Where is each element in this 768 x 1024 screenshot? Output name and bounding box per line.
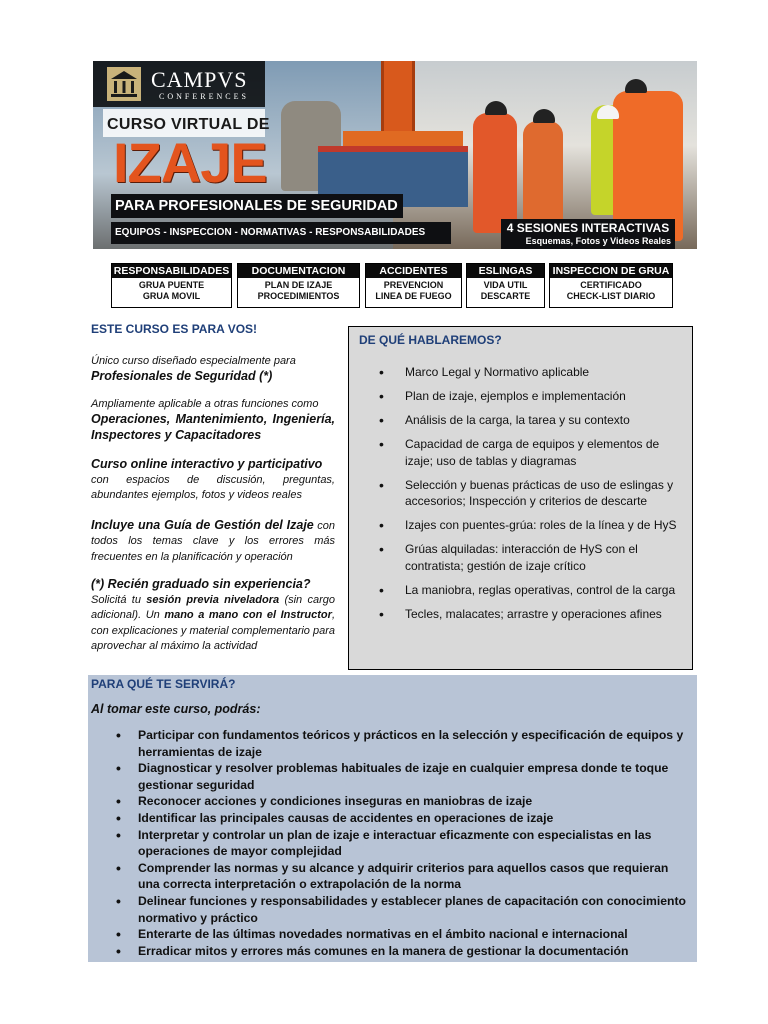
- audience-highlight: Profesionales de Seguridad (*): [91, 369, 273, 383]
- topic-line: PROCEDIMIENTOS: [257, 291, 340, 301]
- topic-heading: INSPECCION DE GRUA: [550, 264, 672, 278]
- topic-box-documentacion: [237, 263, 360, 308]
- graduate-paragraph: [91, 593, 335, 655]
- list-item: • Comprender las normas y su alcance y adquirir criterios para aquellos casos que requieran una correcta interpretación o extrapolación de la norma: [112, 860, 690, 893]
- benefits-box: [88, 675, 697, 962]
- audience-text: PARA PROFESIONALES DE SEGURIDAD: [115, 198, 398, 214]
- topic-heading: ACCIDENTES: [366, 264, 461, 278]
- benefits-heading: PARA QUÉ TE SERVIRÁ?: [91, 677, 236, 691]
- topic-box-accidentes: [365, 263, 462, 308]
- topics-heading: DE QUÉ HABLAREMOS?: [359, 333, 502, 347]
- audience-highlight: Operaciones, Mantenimiento, Ingeniería, Inspectores y Capacitadores: [91, 412, 335, 442]
- course-label: CURSO VIRTUAL DE: [107, 116, 270, 133]
- list-item: • Izajes con puentes-grúa: roles de la línea y de HyS: [379, 517, 679, 534]
- sessions-title: 4 SESIONES INTERACTIVAS: [506, 221, 670, 235]
- topic-line: PREVENCION: [383, 280, 444, 290]
- topic-line: LINEA DE FUEGO: [375, 291, 452, 301]
- sessions-subtitle: Esquemas, Fotos y Videos Reales: [525, 236, 671, 246]
- list-item: • Plan de izaje, ejemplos e implementación: [379, 388, 679, 405]
- graduate-text: (sin cargo adicional). Un: [91, 593, 335, 621]
- column-logo-icon: [107, 67, 141, 101]
- topic-line: GRUA MOVIL: [142, 291, 201, 301]
- audience-text: Único curso diseñado especialmente para: [91, 354, 296, 367]
- list-item: • Capacidad de carga de equipos y elementos de izaje; uso de tablas y diagramas: [379, 436, 679, 469]
- format-highlight: Curso online interactivo y participativo: [91, 457, 323, 471]
- audience-text: Ampliamente aplicable a otras funciones como: [91, 397, 319, 410]
- guide-text: con todos los temas clave y los errores más frecuentes en la planificación y operación: [91, 519, 335, 563]
- guide-highlight: Incluye una Guía de Gestión del Izaje: [91, 517, 314, 532]
- list-item: • Interpretar y controlar un plan de izaje e interactuar eficazmente con especialistas en las operaciones de mayor complejidad: [112, 827, 690, 860]
- topic-line: CERTIFICADO: [580, 280, 642, 290]
- topics-list: [379, 364, 679, 630]
- worker-figure: [523, 121, 563, 231]
- crane-illustration: [381, 61, 415, 141]
- benefits-list: [112, 727, 690, 959]
- topic-box-responsabilidades: [111, 263, 232, 308]
- list-item: • Análisis de la carga, la tarea y su contexto: [379, 412, 679, 429]
- topic-box-inspeccion: [549, 263, 673, 308]
- campvs-logo: [93, 61, 265, 107]
- topic-line: PLAN DE IZAJE: [264, 280, 333, 290]
- topic-line: GRUA PUENTE: [138, 280, 205, 290]
- graduate-bold: sesión previa niveladora: [146, 593, 280, 606]
- topic-heading: ESLINGAS: [467, 264, 544, 278]
- course-banner: [93, 61, 697, 249]
- list-item: • La maniobra, reglas operativas, control de la carga: [379, 582, 679, 599]
- logo-subtitle: CONFERENCES: [159, 92, 249, 101]
- list-item: • Grúas alquiladas: interacción de HyS con el contratista; gestión de izaje crítico: [379, 541, 679, 574]
- topics-strip-text: EQUIPOS - INSPECCION - NORMATIVAS - RESPONSABILIDADES: [115, 227, 426, 238]
- format-text: con espacios de discusión, preguntas, abundantes ejemplos, fotos y videos reales: [91, 473, 335, 501]
- audience-column: [91, 322, 335, 655]
- topics-box: [348, 326, 693, 670]
- topic-box-eslingas: [466, 263, 545, 308]
- topic-line: DESCARTE: [480, 291, 531, 301]
- list-item: • Erradicar mitos y errores más comunes en la manera de gestionar la documentación: [112, 943, 690, 960]
- list-item: • Delinear funciones y responsabilidades y establecer planes de capacitación con conocimiento normativo y práctico: [112, 893, 690, 926]
- benefits-subheading: Al tomar este curso, podrás:: [91, 702, 261, 716]
- list-item: • Selección y buenas prácticas de uso de eslingas y accesorios; Inspección y criterios de descarte: [379, 477, 679, 510]
- list-item: • Participar con fundamentos teóricos y prácticos en la selección y especificación de equipos y herramientas de izaje: [112, 727, 690, 760]
- list-item: • Enterarte de las últimas novedades normativas en el ámbito nacional e internacional: [112, 926, 690, 943]
- list-item: • Tecles, malacates; arrastre y operaciones afines: [379, 606, 679, 623]
- sessions-badge: [501, 219, 675, 249]
- list-item: • Marco Legal y Normativo aplicable: [379, 364, 679, 381]
- list-item: • Diagnosticar y resolver problemas habituales de izaje en cualquier empresa donde te toque gestionar seguridad: [112, 760, 690, 793]
- worker-figure: [473, 113, 517, 233]
- graduate-text: Solicitá tu: [91, 593, 147, 606]
- guide-paragraph: [91, 518, 335, 566]
- topic-heading: DOCUMENTACION: [238, 264, 359, 278]
- graduate-highlight: (*) Recién graduado sin experiencia?: [91, 577, 311, 591]
- list-item: • Reconocer acciones y condiciones inseguras en maniobras de izaje: [112, 793, 690, 810]
- logo-name: CAMPVS: [151, 67, 248, 92]
- topic-line: VIDA UTIL: [483, 280, 528, 290]
- graduate-text: , con explicaciones y material complementario para aprovechar al máximo la actividad: [91, 609, 335, 652]
- topic-line: CHECK-LIST DIARIO: [566, 291, 656, 301]
- topic-heading: RESPONSABILIDADES: [113, 265, 230, 277]
- audience-heading: ESTE CURSO ES PARA VOS!: [91, 322, 258, 336]
- graduate-bold: mano a mano con el Instructor: [164, 609, 332, 621]
- course-title: IZAJE: [113, 131, 267, 194]
- list-item: • Identificar las principales causas de accidentes en operaciones de izaje: [112, 810, 690, 827]
